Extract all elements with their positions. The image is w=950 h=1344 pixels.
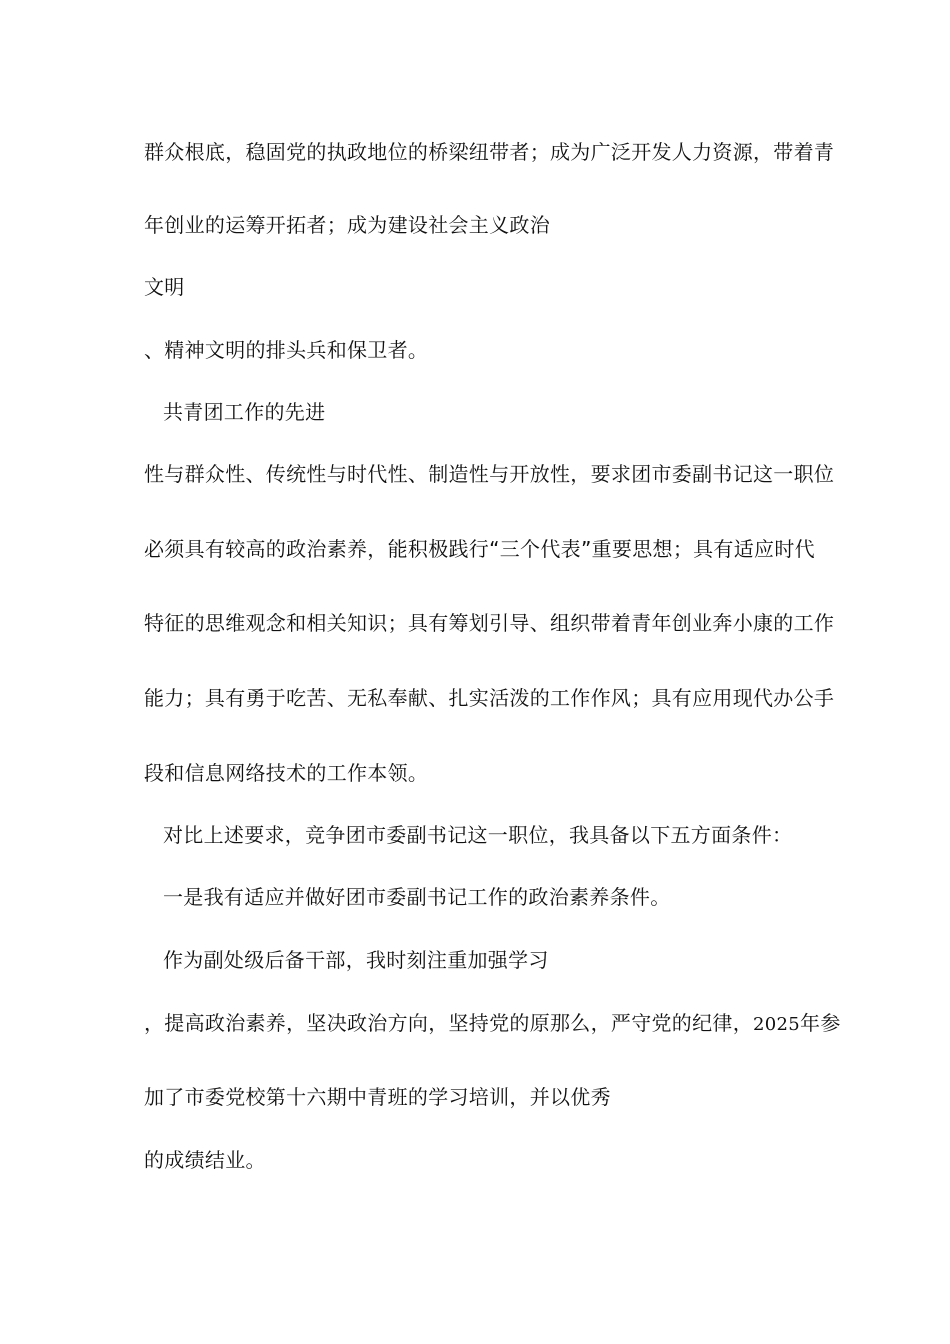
text-line: 群众根底，稳固党的执政地位的桥梁纽带者；成为广泛开发人力资源，带着青 (144, 140, 835, 164)
paragraph-start-line: 对比上述要求，竞争团市委副书记这一职位，我具备以下五方面条件： (163, 823, 793, 847)
text-line: 特征的思维观念和相关知识；具有筹划引导、组织带着青年创业奔小康的工作 (144, 611, 835, 635)
text-line: 段和信息网络技术的工作本领。 (144, 761, 429, 785)
text-segment: ，提高政治素养，坚决政治方向，坚持党的原那么，严守党的纪律， (144, 1011, 753, 1035)
paragraph-start-line: 共青团工作的先进 (163, 400, 326, 424)
text-line: 加了市委党校第十六期中青班的学习培训，并以优秀 (144, 1085, 611, 1109)
year-number: 2025 (753, 1014, 801, 1035)
text-line: 性与群众性、传统性与时代性、制造性与开放性，要求团市委副书记这一职位 (144, 462, 835, 486)
text-line: 、精神文明的排头兵和保卫者。 (144, 338, 429, 362)
text-line: 文明 (144, 275, 185, 299)
text-line: 的成绩结业。 (144, 1148, 266, 1172)
paragraph-start-line: 作为副处级后备干部，我时刻注重加强学习 (163, 948, 549, 972)
text-line: 年创业的运筹开拓者；成为建设社会主义政治 (144, 213, 550, 237)
text-segment: 年参 (800, 1011, 841, 1035)
text-line: 必须具有较高的政治素养，能积极践行“三个代表”重要思想；具有适应时代 (144, 537, 815, 561)
text-line (144, 1011, 841, 1037)
paragraph-start-line: 一是我有适应并做好团市委副书记工作的政治素养条件。 (163, 885, 671, 909)
text-line: 能力；具有勇于吃苦、无私奉献、扎实活泼的工作作风；具有应用现代办公手 (144, 686, 835, 710)
